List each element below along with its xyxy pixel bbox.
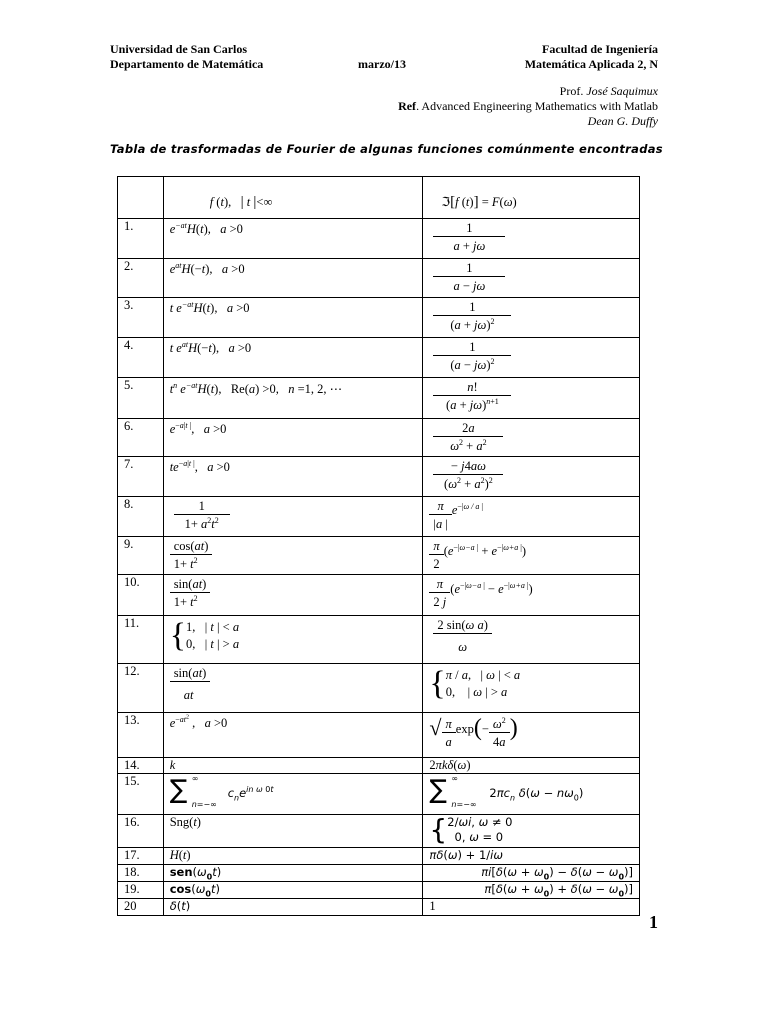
table-row: 9. $\frac{\cos(at)}{1+ t^2}$ $\frac{\pi}{2}$ $(e^{-|\omega-a |} + e^{-|\omega+a |})$ (118, 537, 640, 575)
table-row: 19. $\cos(\omega_0t)$ $\pi[\delta(\omega + \omega_0) + \delta(\omega - \omega_0)]$ (118, 882, 640, 899)
table-row: 18. $sen(\omega_0t)$ $\pi i[\delta(\omega + \omega_0) - \delta(\omega - \omega_0)]$ (118, 865, 640, 882)
header-date: marzo/13 (358, 57, 406, 71)
table-row: 12. $\frac{\sin(at)}{at}$ {π / a, | ω | < a 0, | ω | > a (118, 664, 640, 713)
page-title: Tabla de trasformadas de Fourier de algunas funciones comúnmente encontradas (110, 142, 663, 156)
department-name: Departamento de Matemática (110, 57, 264, 71)
table-row: 6. $e^{-a|t |}$, a >0 $\frac{2a}{\omega^2 + a^2}$ (118, 419, 640, 457)
header-f: f (t), | t |<∞ (163, 177, 423, 219)
table-row: 15. ∑ ∞ n=−∞ $c_ne^{in \omega 0t}$ ∑ ∞ n=−∞ $2\pi c_n$ $\delta(\omega - n\omega_0)$ (118, 774, 640, 815)
faculty-name: Facultad de Ingeniería (542, 42, 658, 56)
table-row: 5. $t^n$ $e^{-at}H(t)$, Re(a) >0, n =1, 2, ⋯ $\frac{n!}{(a + j\omega)^{n+1}}$ (118, 378, 640, 419)
professor-line: Prof. José Saquimux (559, 84, 658, 98)
table-row: 4. t $e^{at}H(-t)$, a >0 $\frac{1}{(a - j\omega)^2}$ (118, 338, 640, 378)
table-row: 7. $te^{-a|t |}$, a >0 $\frac{- j4a\omega}{(\omega^2 + a^2)^2}$ (118, 457, 640, 497)
reference-author: Dean G. Duffy (587, 114, 658, 128)
table-row: 11. {1, | t | < a 0, | t | > a $\frac{\text{2 sin(ω a)}}{\omega}$ (118, 616, 640, 664)
fourier-table (117, 176, 640, 916)
table-row: 8. $\frac{1}{1+ a^2t^2}$ $\frac{\pi}{|a |}$ $e^{-|\omega / a |}$ (118, 497, 640, 537)
table-row: 13. $e^{-at^2}$ , a >0 √ $\frac{\pi}{a}$ exp(− $\frac{\omega^2}{4a}$ ) (118, 713, 640, 758)
reference-text: . Advanced Engineering Mathematics with Matlab (416, 99, 658, 113)
table-header-row (118, 177, 640, 219)
header-right (525, 42, 658, 72)
reference-block (398, 84, 658, 129)
reference-label: Ref (398, 99, 417, 113)
reference-line (398, 99, 658, 114)
header-left (110, 42, 263, 72)
header-F: ℑ[f (t)] = F(ω) (423, 177, 640, 219)
table-row: 1. $e^{-at}H(t)$, a >0 $\frac{1}{a + j\omega}$ (118, 219, 640, 259)
table-row: 10. $\frac{\sin(at)}{1+ t^2}$ $\frac{\pi}{2 j}$ $(e^{-|\omega-a |} - e^{-|\omega+a |})$ (118, 575, 640, 616)
course-name: Matemática Aplicada 2, N (524, 57, 658, 71)
table-row: 3. t $e^{-at}H(t)$, a >0 $\frac{1}{(a + j\omega)^2}$ (118, 298, 640, 338)
page-number: 1 (649, 912, 658, 932)
university-name: Universidad de San Carlos (110, 42, 248, 56)
table-row: 16. Sng(t) {2/ωi, ω ≠ 0 0, ω = 0 (118, 815, 640, 848)
table-row: 17. H(t) πδ(ω) + 1/iω (118, 848, 640, 865)
table-row: 2. $e^{at}H(-t)$, a >0 $\frac{1}{a - j\omega}$ (118, 259, 640, 298)
professor-name: José Saquimux (586, 84, 658, 98)
table-row: 14. k 2πkδ(ω) (118, 758, 640, 774)
table-row: 20 δ(t) 1 (118, 899, 640, 916)
